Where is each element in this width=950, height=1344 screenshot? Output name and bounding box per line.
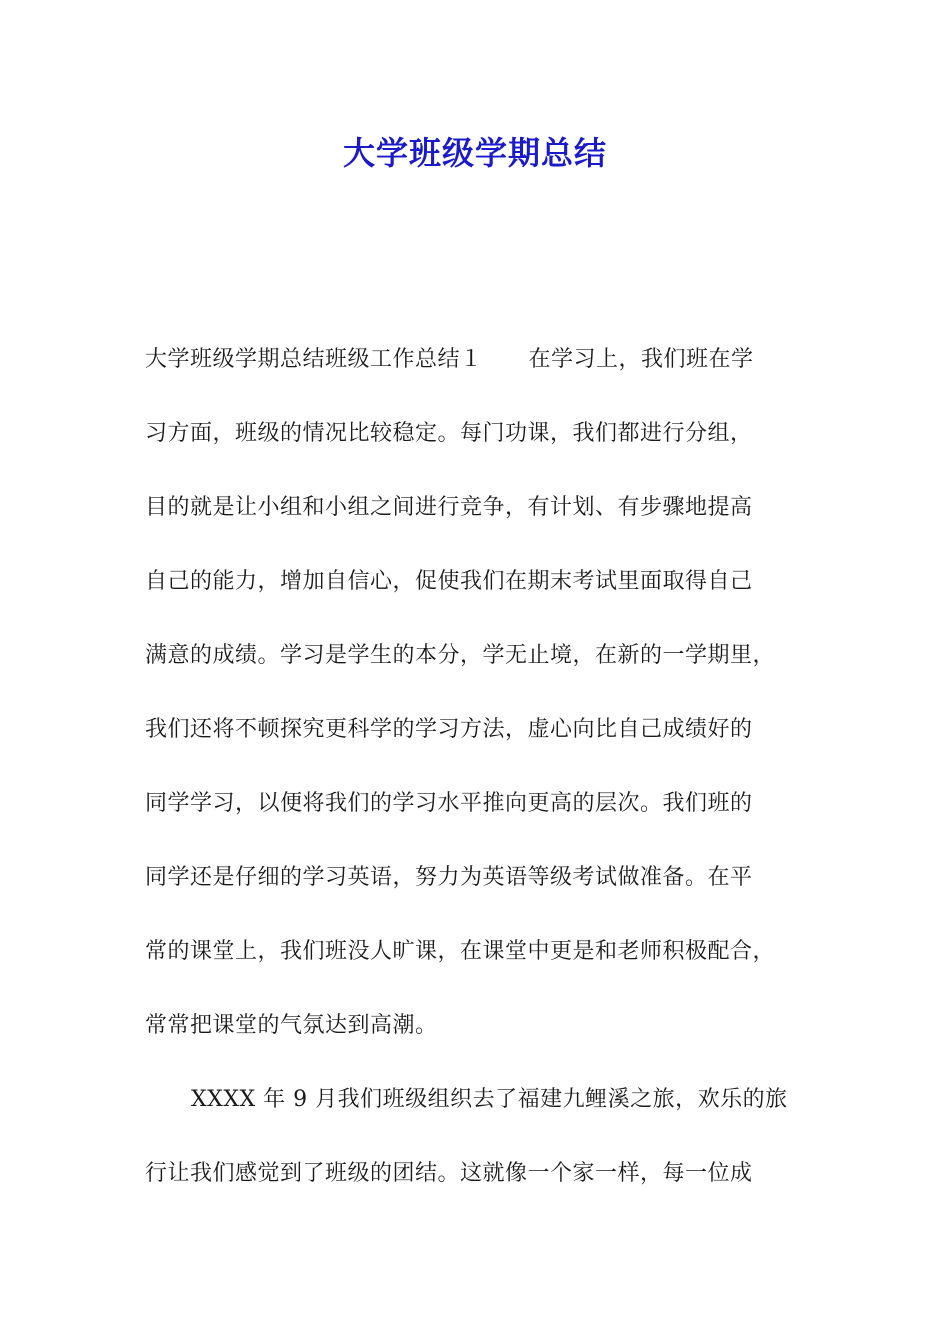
paragraph-1-line: 目的就是让小组和小组之间进行竞争，有计划、有步骤地提高 [145,495,753,520]
document-body [145,340,825,1228]
paragraph-1-line: 同学还是仔细的学习英语，努力为英语等级考试做准备。在平 [145,865,753,890]
paragraph-1-line: 我们还将不顿探究更科学的学习方法，虚心向比自己成绩好的 [145,717,753,742]
paragraph-2-line: XXXX 年 9 月我们班级组织去了福建九鲤溪之旅，欢乐的旅 [191,1087,788,1112]
paragraph-1-line: 自己的能力，增加自信心，促使我们在期末考试里面取得自己 [145,569,753,594]
paragraph-1-line: 同学学习，以便将我们的学习水平推向更高的层次。我们班的 [145,791,753,816]
section-heading: 大学班级学期总结班级工作总结１ [145,347,483,372]
paragraph-1-line-1 [145,340,825,414]
paragraph-1-line: 常的课堂上，我们班没人旷课，在课堂中更是和老师积极配合， [145,939,776,964]
paragraph-2-line: 行让我们感觉到了班级的团结。这就像一个家一样，每一位成 [145,1161,753,1186]
paragraph-1-line: 常常把课堂的气氛达到高潮。 [145,1013,438,1038]
document-title: 大学班级学期总结 [342,134,607,172]
paragraph-1-line: 习方面，班级的情况比较稳定。每门功课，我们都进行分组， [145,421,753,446]
paragraph-1-line: 满意的成绩。学习是学生的本分，学无止境，在新的一学期里， [145,643,776,668]
paragraph-1-text: 在学习上，我们班在学 [528,347,754,372]
